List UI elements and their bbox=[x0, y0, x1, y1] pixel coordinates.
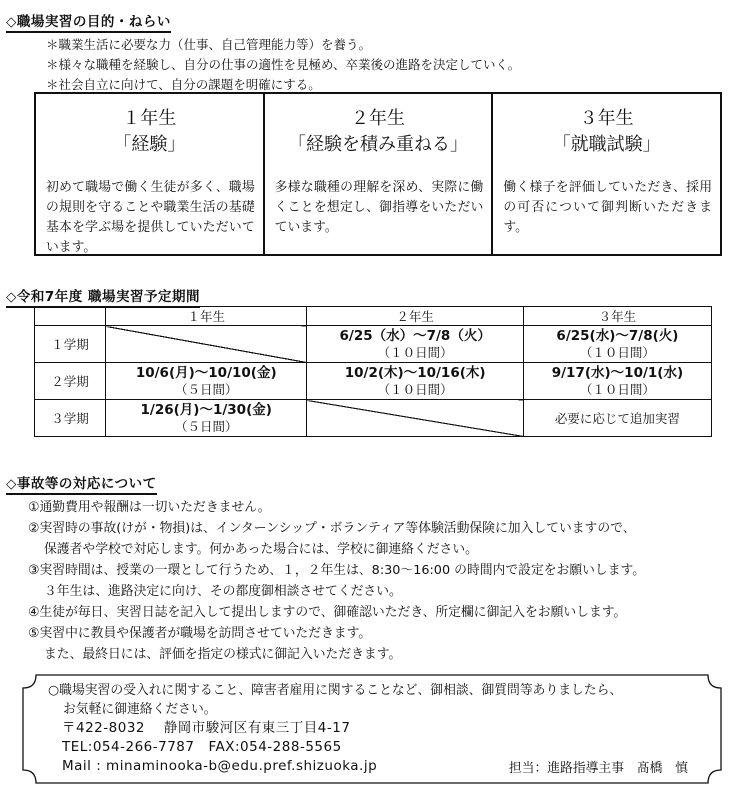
note-line: ３年生は、進路決定に向け、その都度御相談させてください。 bbox=[44, 584, 402, 599]
dates: 6/25（水）～7/8（火） bbox=[339, 328, 491, 344]
accident-notes bbox=[28, 497, 645, 665]
dates: 1/26(月)～1/30(金) bbox=[140, 402, 272, 418]
grade-theme: 「経験を積み重ねる」 bbox=[288, 134, 468, 155]
contact-box bbox=[22, 674, 722, 784]
days: （１０日間） bbox=[579, 382, 655, 397]
header-cell: ２年生 bbox=[307, 307, 523, 326]
table-row bbox=[35, 363, 712, 400]
note-line: また、最終日には、評価を指定の様式に御記入いただきます。 bbox=[44, 647, 402, 662]
days: （５日間） bbox=[174, 419, 238, 434]
grade-theme: 「経験」 bbox=[113, 134, 186, 155]
table-row bbox=[35, 400, 712, 437]
days: （５日間） bbox=[174, 382, 238, 397]
phone-fax: TEL:054-266-7787 FAX:054-288-5565 bbox=[62, 739, 342, 755]
grade-1-goal bbox=[36, 94, 265, 254]
person-in-charge: 担当：進路指導主事 髙橋 慎 bbox=[508, 761, 688, 776]
purpose-bullet: ＊社会自立に向けて、自分の課題を明確にする。 bbox=[46, 77, 321, 92]
term-cell: ３学期 bbox=[35, 400, 106, 437]
schedule-cell bbox=[523, 326, 711, 363]
contact-line: お気軽に御連絡ください。 bbox=[63, 702, 217, 717]
schedule-cell bbox=[307, 326, 523, 363]
schedule-cell bbox=[523, 400, 711, 437]
grade-description: 働く様子を評価していただき、採用の可否について御判断いただきます。 bbox=[503, 180, 713, 235]
note-line: ②実習時の事故(けが・物損)は、インターンシップ・ボランティア等体験活動保険に加入していますので、 bbox=[28, 521, 636, 536]
schedule-cell bbox=[106, 363, 307, 400]
header-cell: ３年生 bbox=[523, 307, 711, 326]
dates: 10/6(月)～10/10(金) bbox=[135, 365, 277, 381]
grade-3-goal bbox=[493, 94, 720, 254]
note-line: ①通勤費用や報酬は一切いただきません。 bbox=[28, 500, 271, 515]
note-line: 保護者や学校で対応します。何かあった場合には、学校に御連絡ください。 bbox=[44, 542, 478, 557]
purpose-bullet: ＊様々な職種を経験し、自分の仕事の適性を見極め、卒業後の進路を決定していく。 bbox=[46, 57, 521, 72]
days: （１０日間） bbox=[377, 345, 453, 360]
grade-name: １年生 bbox=[122, 108, 177, 129]
dates: 9/17(水)～10/1(水) bbox=[551, 365, 684, 381]
term-cell: １学期 bbox=[35, 326, 106, 363]
email-address: Mail : minaminooka-b@edu.pref.shizuoka.jp bbox=[62, 758, 378, 774]
grade-2-goal bbox=[265, 94, 494, 254]
purpose-bullets bbox=[46, 35, 520, 95]
schedule-table bbox=[34, 306, 712, 437]
header-cell bbox=[35, 307, 106, 326]
schedule-cell bbox=[523, 363, 711, 400]
note-line: ④生徒が毎日、実習日誌を記入して提出しますので、御確認いただき、所定欄に御記入をお願いします。 bbox=[28, 605, 627, 620]
grade-name: ２年生 bbox=[351, 108, 405, 129]
purpose-bullet: ＊職業生活に必要な力（仕事、自己管理能力等）を養う。 bbox=[46, 37, 372, 52]
grade-description: 多様な職種の理解を深め、実際に働くことを想定し、御指導をいただいています。 bbox=[274, 180, 484, 235]
grade-description: 初めて職場で働く生徒が多く、職場の規則を守ることや職業生活の基礎基本を学ぶ場を提供していただいています。 bbox=[46, 180, 255, 255]
days: （１０日間） bbox=[579, 345, 655, 360]
term-cell: ２学期 bbox=[35, 363, 106, 400]
schedule-cell bbox=[106, 400, 307, 437]
purpose-title: ◇職場実習の目的・ねらい bbox=[6, 10, 171, 33]
schedule-cell bbox=[307, 363, 523, 400]
note: 必要に応じて追加実習 bbox=[554, 410, 680, 426]
grade-theme: 「就職試験」 bbox=[552, 134, 661, 155]
table-row bbox=[35, 326, 712, 363]
note-line: ⑤実習中に教員や保護者が職場を訪問させていただきます。 bbox=[28, 626, 372, 641]
contact-line: ○職場実習の受入れに関すること、障害者雇用に関することなど、御相談、御質問等ありましたら、 bbox=[48, 683, 623, 698]
empty-diagonal-cell bbox=[307, 400, 523, 437]
postal-address: 〒422-8032 静岡市駿河区有東三丁目4-17 bbox=[62, 720, 351, 736]
grade-goals-box bbox=[34, 92, 722, 256]
dates: 6/25(水)～7/8(火) bbox=[556, 328, 679, 344]
dates: 10/2(木)～10/16(木) bbox=[344, 365, 486, 381]
empty-diagonal-cell bbox=[106, 326, 307, 363]
header-cell: １年生 bbox=[106, 307, 307, 326]
accidents-title: ◇事故等の対応について bbox=[6, 472, 157, 495]
schedule-title: ◇令和7年度 職場実習予定期間 bbox=[6, 285, 200, 308]
grade-name: ３年生 bbox=[579, 108, 634, 129]
table-header-row bbox=[35, 307, 712, 326]
note-line: ③実習時間は、授業の一環として行うため、１，２年生は、8:30～16:00 の時間内で設定をお願いします。 bbox=[28, 563, 646, 578]
days: （１０日間） bbox=[377, 382, 453, 397]
